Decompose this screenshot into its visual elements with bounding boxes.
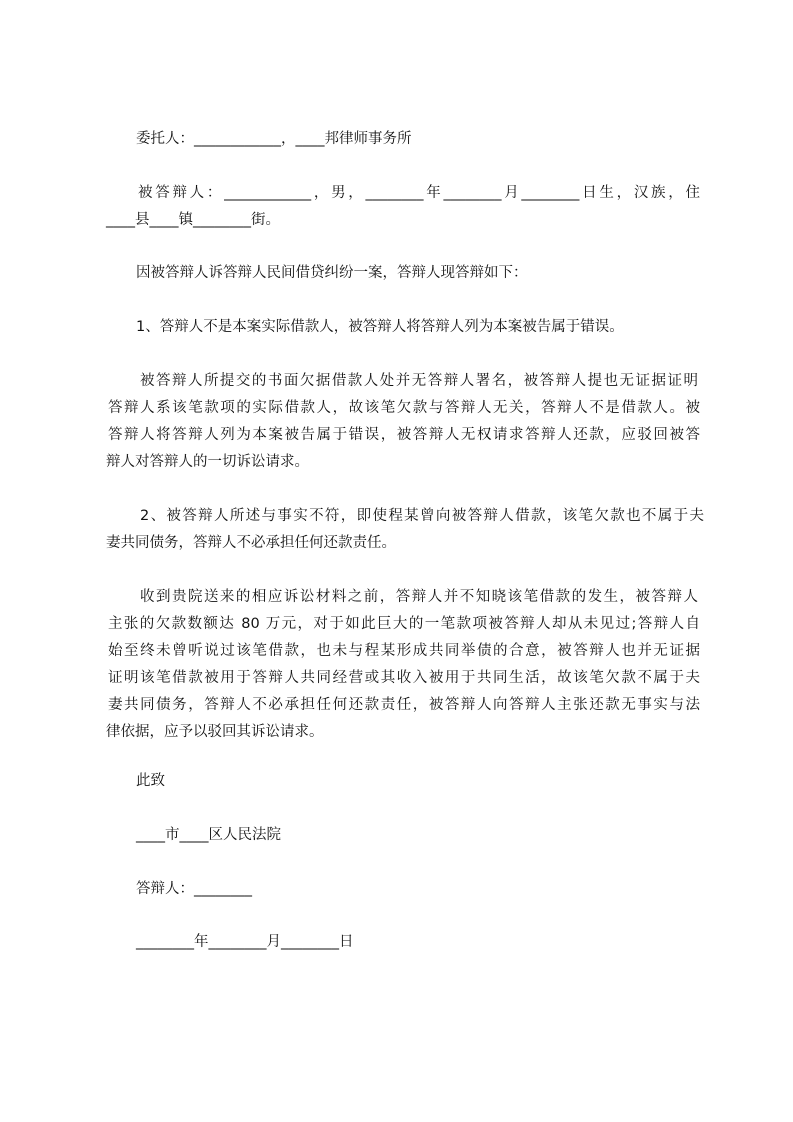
signature-line: 答辩人：________ [136, 881, 252, 897]
point1-body-line: 答辩人系该笔款项的实际借款人，故该笔欠款与答辩人无关，答辩人不是借款人。被 [108, 400, 700, 416]
point1-body-line: 答辩人将答辩人列为本案被告属于错误，被答辩人无权请求答辩人还款，应驳回被答 [108, 427, 700, 443]
respondent-line: 被答辩人：____________，男，________年________月________日生，汉族，住 [138, 185, 700, 201]
point2-body-line: 始至终未曾听说过该笔借款，也未与程某形成共同举债的合意，被答辩人也并无证据 [108, 643, 700, 659]
point2-body-line: 主张的欠款数额达 80 万元，对于如此巨大的一笔款项被答辩人却从未见过;答辩人自 [108, 616, 700, 632]
point2-heading: 2、被答辩人所述与事实不符，即使程某曾向被答辩人借款，该笔欠款也不属于夫 [140, 508, 704, 524]
point2-body-line: 妻共同债务，答辩人不必承担任何还款责任，被答辩人向答辩人主张还款无事实与法 [108, 697, 700, 713]
client-line: 委托人：____________，____邦律师事务所 [136, 131, 412, 147]
point1-heading: 1、答辩人不是本案实际借款人，被答辩人将答辩人列为本案被告属于错误。 [136, 319, 624, 335]
point2-body-line: 证明该笔借款被用于答辩人共同经营或其收入被用于共同生活，故该笔欠款不属于夫 [108, 670, 700, 686]
court-name: ____市____区人民法院 [136, 827, 281, 843]
closing-salutation: 此致 [136, 773, 165, 789]
intro-paragraph: 因被答辩人诉答辩人民间借贷纠纷一案，答辩人现答辩如下： [136, 265, 528, 281]
point2-body-line: 收到贵院送来的相应诉讼材料之前，答辩人并不知晓该笔借款的发生，被答辩人 [140, 589, 698, 605]
respondent-address: ____县____镇________街。 [106, 212, 280, 228]
point2-body-line: 律依据，应予以驳回其诉讼请求。 [106, 724, 324, 740]
point1-body-line: 被答辩人所提交的书面欠据借款人处并无答辩人署名，被答辩人提也无证据证明 [140, 373, 698, 389]
point1-body-line: 辩人对答辩人的一切诉讼请求。 [106, 454, 309, 470]
date-line: ________年________月________日 [136, 934, 354, 950]
point2-heading: 妻共同债务，答辩人不必承担任何还款责任。 [106, 535, 396, 551]
